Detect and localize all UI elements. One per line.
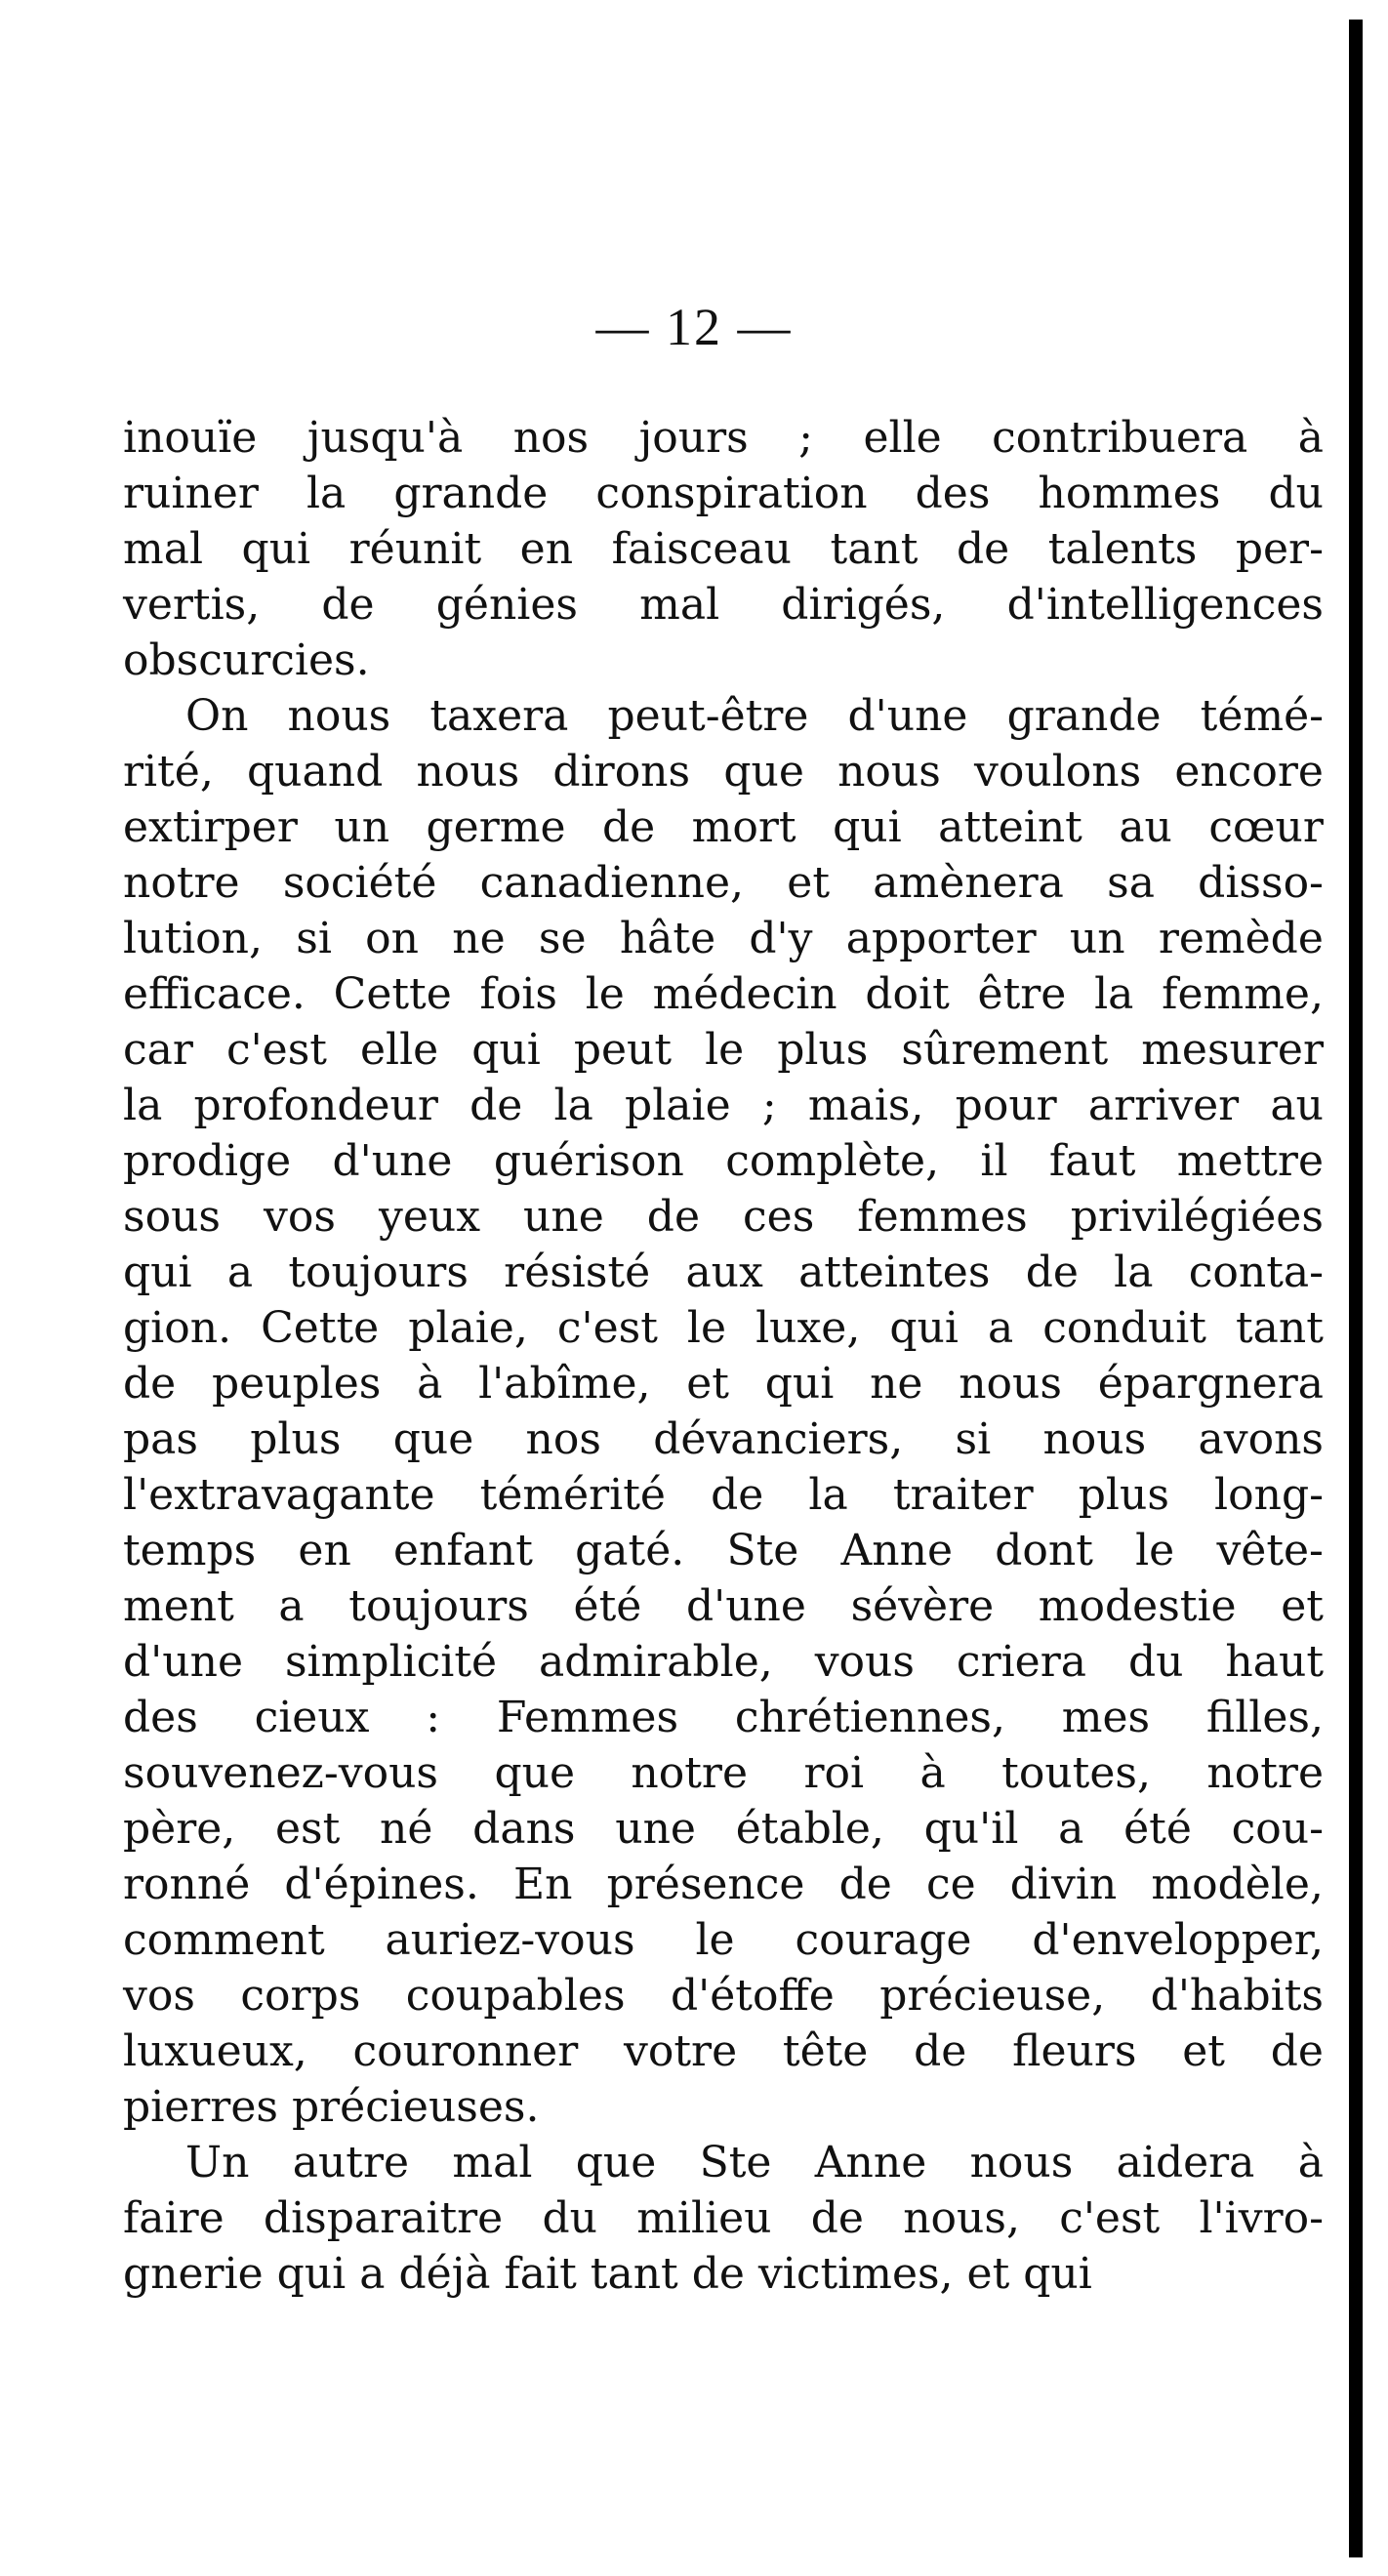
text-line: d'une simplicité admirable, vous criera du haut bbox=[123, 1637, 1324, 1687]
text-line: de peuples à l'abîme, et qui ne nous épargnera bbox=[123, 1359, 1324, 1409]
text-line: car c'est elle qui peut le plus sûrement mesurer bbox=[123, 1025, 1324, 1075]
text-line: gion. Cette plaie, c'est le luxe, qui a conduit tant bbox=[123, 1303, 1324, 1353]
page-number-label: — 12 — bbox=[595, 298, 793, 356]
text-line: inouïe jusqu'à nos jours ; elle contribuera à bbox=[123, 413, 1324, 463]
body-text bbox=[123, 410, 1324, 2302]
text-line: On nous taxera peut-être d'une grande témé- bbox=[185, 691, 1324, 741]
text-line: rité, quand nous dirons que nous voulons encore bbox=[123, 747, 1324, 797]
text-line: gnerie qui a déjà fait tant de victimes, et qui bbox=[123, 2249, 1092, 2299]
text-line: souvenez-vous que notre roi à toutes, notre bbox=[123, 1748, 1324, 1798]
text-line: prodige d'une guérison complète, il faut mettre bbox=[123, 1136, 1324, 1186]
text-line: comment auriez-vous le courage d'envelopper, bbox=[123, 1915, 1324, 1965]
text-line: notre société canadienne, et amènera sa disso- bbox=[123, 858, 1324, 908]
text-line: Un autre mal que Ste Anne nous aidera à bbox=[185, 2138, 1324, 2188]
text-line: faire disparaitre du milieu de nous, c'est l'ivro- bbox=[123, 2193, 1324, 2243]
text-line: lution, si on ne se hâte d'y apporter un remède bbox=[123, 914, 1324, 963]
paragraph bbox=[123, 410, 1324, 688]
text-line: mal qui réunit en faisceau tant de talents per- bbox=[123, 524, 1324, 574]
text-line: luxueux, couronner votre tête de fleurs et de bbox=[123, 2026, 1324, 2076]
text-line: des cieux : Femmes chrétiennes, mes filles, bbox=[123, 1693, 1324, 1742]
text-line: efficace. Cette fois le médecin doit être la femme, bbox=[123, 969, 1324, 1019]
text-line: extirper un germe de mort qui atteint au cœur bbox=[123, 802, 1324, 852]
text-line: père, est né dans une étable, qu'il a été cou- bbox=[123, 1804, 1324, 1854]
text-line: ruiner la grande conspiration des hommes du bbox=[123, 469, 1324, 518]
text-line: l'extravagante témérité de la traiter plus long- bbox=[123, 1470, 1324, 1520]
text-line: vos corps coupables d'étoffe précieuse, d'habits bbox=[123, 1971, 1324, 2021]
text-line: sous vos yeux une de ces femmes privilégiées bbox=[123, 1192, 1324, 1242]
text-line: vertis, de génies mal dirigés, d'intelligences bbox=[123, 580, 1324, 630]
paragraph bbox=[123, 2135, 1324, 2302]
text-line: obscurcies. bbox=[123, 635, 370, 685]
text-line: ronné d'épines. En présence de ce divin modèle, bbox=[123, 1860, 1324, 1909]
text-line: pierres précieuses. bbox=[123, 2082, 540, 2132]
page-number bbox=[0, 298, 1388, 357]
text-line: la profondeur de la plaie ; mais, pour arriver au bbox=[123, 1081, 1324, 1130]
text-line: temps en enfant gaté. Ste Anne dont le vête- bbox=[123, 1526, 1324, 1575]
text-line: pas plus que nos dévanciers, si nous avons bbox=[123, 1414, 1324, 1464]
paragraph bbox=[123, 688, 1324, 2135]
page-edge-shadow bbox=[1349, 20, 1363, 2557]
text-line: ment a toujours été d'une sévère modestie et bbox=[123, 1581, 1324, 1631]
text-line: qui a toujours résisté aux atteintes de la conta- bbox=[123, 1247, 1324, 1297]
